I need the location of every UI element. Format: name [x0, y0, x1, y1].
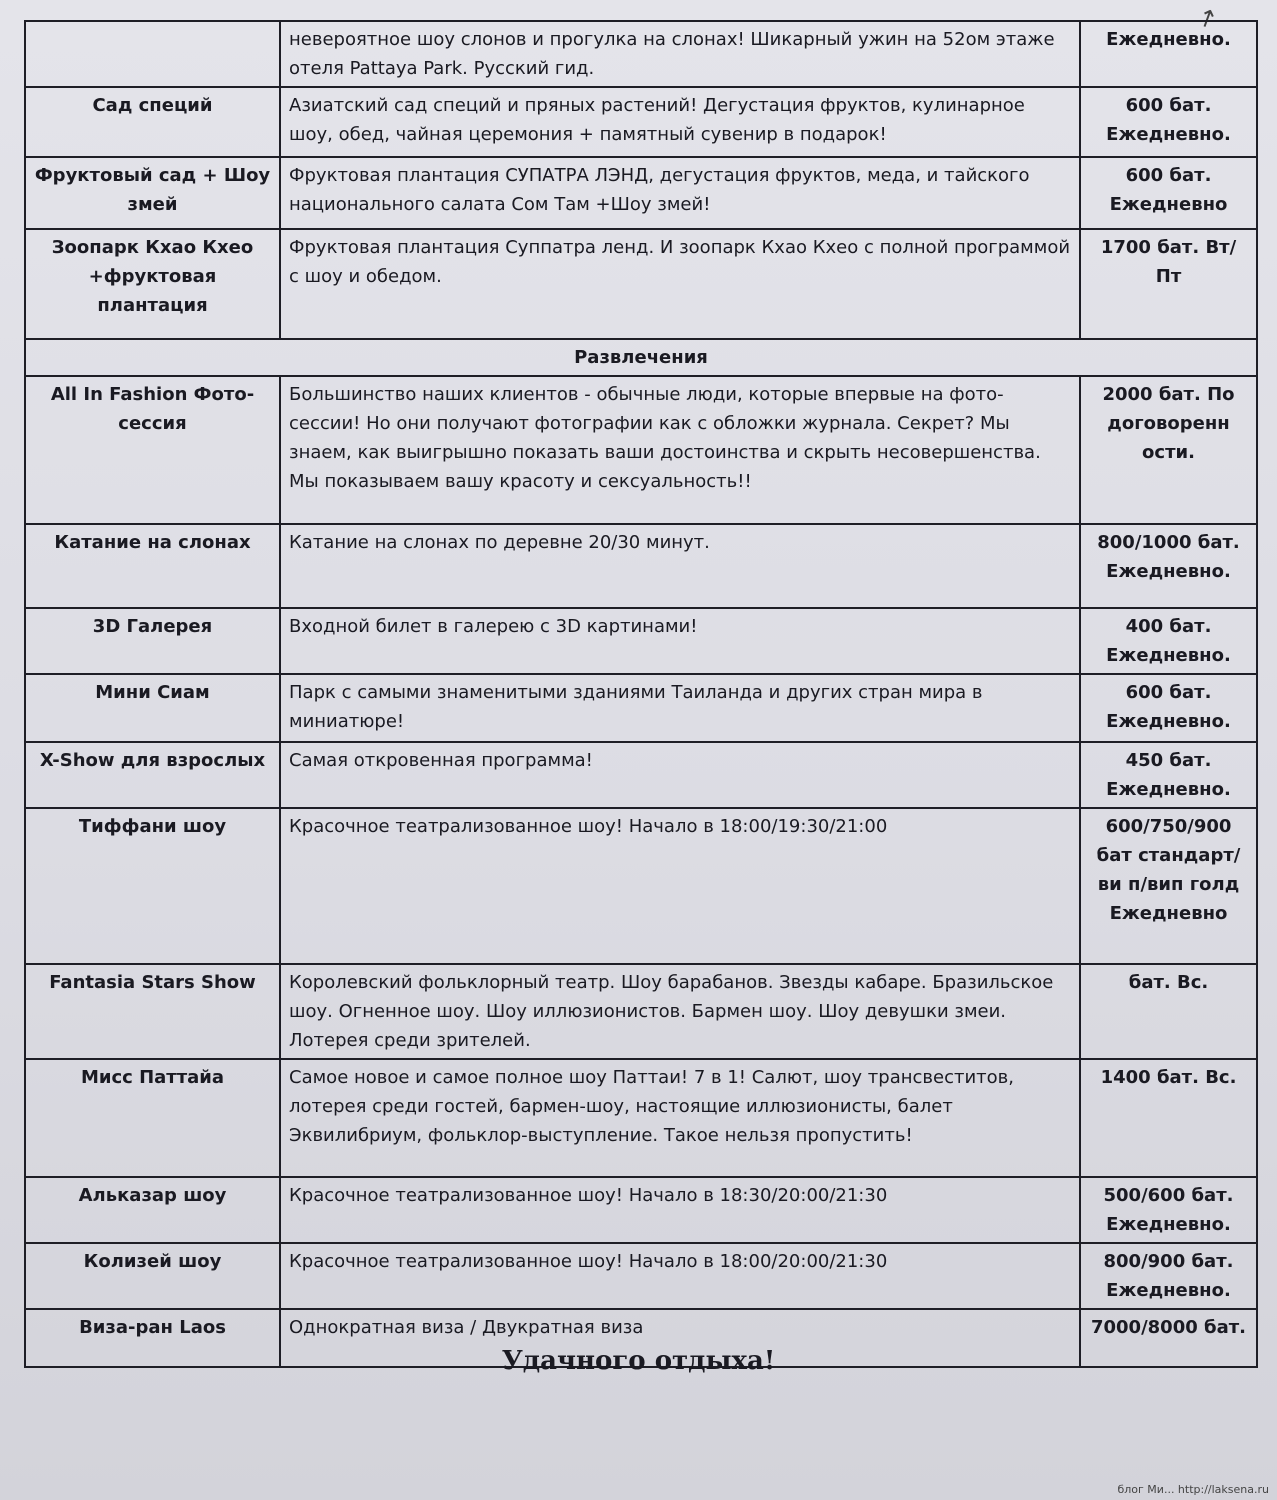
excursion-name: Зоопарк Кхао Кхео +фруктовая плантация: [25, 229, 280, 339]
section-title: Развлечения: [25, 339, 1257, 376]
excursion-description: Фруктовая плантация СУПАТРА ЛЭНД, дегустация фруктов, меда, и тайского национального салата Сом Там +Шоу змей!: [280, 157, 1080, 229]
table-row: [25, 157, 1257, 229]
excursion-price: 800/1000 бат. Ежедневно.: [1080, 524, 1257, 608]
excursion-name: All In Fashion Фото-сессия: [25, 376, 280, 524]
excursion-name: Виза-ран Laos: [25, 1309, 280, 1367]
excursion-description: невероятное шоу слонов и прогулка на слонах! Шикарный ужин на 52ом этаже отеля Pattaya Park. Русский гид.: [280, 21, 1080, 87]
excursion-price: 400 бат. Ежедневно.: [1080, 608, 1257, 674]
table-row: [25, 229, 1257, 339]
table-row: [25, 87, 1257, 157]
excursion-name: 3D Галерея: [25, 608, 280, 674]
excursion-description: Фруктовая плантация Суппатра ленд. И зоопарк Кхао Кхео с полной программой с шоу и обедом.: [280, 229, 1080, 339]
closing-message: Удачного отдыха!: [501, 1346, 776, 1376]
table-row: [25, 1059, 1257, 1177]
table-row: [25, 1243, 1257, 1309]
excursion-name: Тиффани шоу: [25, 808, 280, 964]
excursion-description: Азиатский сад специй и пряных растений! Дегустация фруктов, кулинарное шоу, обед, чайная церемония + памятный сувенир в подарок!: [280, 87, 1080, 157]
excursion-price-table: [24, 20, 1258, 1368]
excursion-description: Самая откровенная программа!: [280, 742, 1080, 808]
table-row: [25, 964, 1257, 1059]
blog-watermark: блог Mи... http://laksena.ru: [1117, 1483, 1269, 1496]
excursion-price: 600 бат. Ежедневно.: [1080, 87, 1257, 157]
section-row: [25, 339, 1257, 376]
table-row: [25, 742, 1257, 808]
excursion-description: Королевский фольклорный театр. Шоу барабанов. Звезды кабаре. Бразильское шоу. Огненное шоу. Шоу иллюзионистов. Бармен шоу. Шоу девушки змеи. Лотерея среди зрителей.: [280, 964, 1080, 1059]
excursion-name: Fantasia Stars Show: [25, 964, 280, 1059]
excursion-description: Катание на слонах по деревне 20/30 минут.: [280, 524, 1080, 608]
pen-mark: ↗: [1191, 1, 1222, 35]
excursion-name: Мисс Паттайа: [25, 1059, 280, 1177]
excursion-name: Катание на слонах: [25, 524, 280, 608]
excursion-description: Красочное театрализованное шоу! Начало в 18:00/19:30/21:00: [280, 808, 1080, 964]
excursion-description: Однократная виза / Двукратная виза: [280, 1309, 1080, 1367]
excursion-price: 2000 бат. По договоренн ости.: [1080, 376, 1257, 524]
excursion-name: Альказар шоу: [25, 1177, 280, 1243]
excursion-name: Сад специй: [25, 87, 280, 157]
excursion-price: бат. Вс.: [1080, 964, 1257, 1059]
table-row: [25, 21, 1257, 87]
excursion-price: 600 бат. Ежедневно: [1080, 157, 1257, 229]
excursion-price: 450 бат. Ежедневно.: [1080, 742, 1257, 808]
excursion-description: Большинство наших клиентов - обычные люди, которые впервые на фото-сессии! Но они получают фотографии как с обложки журнала. Секрет? Мы знаем, как выигрышно показать ваши достоинства и скрыть несовершенства. Мы показываем вашу красоту и сексуальность!!: [280, 376, 1080, 524]
excursion-description: Красочное театрализованное шоу! Начало в 18:30/20:00/21:30: [280, 1177, 1080, 1243]
table-row: [25, 808, 1257, 964]
excursion-name: Колизей шоу: [25, 1243, 280, 1309]
excursion-price: 1700 бат. Вт/Пт: [1080, 229, 1257, 339]
excursion-price: 7000/8000 бат.: [1080, 1309, 1257, 1367]
table-row: [25, 608, 1257, 674]
excursion-name: Фруктовый сад + Шоу змей: [25, 157, 280, 229]
excursion-price: 800/900 бат. Ежедневно.: [1080, 1243, 1257, 1309]
excursion-price: 600/750/900 бат стандарт/ви п/вип голд Ежедневно: [1080, 808, 1257, 964]
excursion-description: Самое новое и самое полное шоу Паттаи! 7 в 1! Салют, шоу трансвеститов, лотерея среди гостей, бармен-шоу, настоящие иллюзионисты, балет Эквилибриум, фольклор-выступление. Такое нельзя пропустить!: [280, 1059, 1080, 1177]
excursion-price: 1400 бат. Вс.: [1080, 1059, 1257, 1177]
table-row: [25, 376, 1257, 524]
excursion-description: Красочное театрализованное шоу! Начало в 18:00/20:00/21:30: [280, 1243, 1080, 1309]
table-row: [25, 524, 1257, 608]
excursion-description: Входной билет в галерею с 3D картинами!: [280, 608, 1080, 674]
excursion-name: X-Show для взрослых: [25, 742, 280, 808]
table-row: [25, 1177, 1257, 1243]
table-row: [25, 674, 1257, 742]
excursion-name: [25, 21, 280, 87]
excursion-price: 600 бат. Ежедневно.: [1080, 674, 1257, 742]
excursion-price: Ежедневно.: [1080, 21, 1257, 87]
excursion-name: Мини Сиам: [25, 674, 280, 742]
excursion-description: Парк с самыми знаменитыми зданиями Таиланда и других стран мира в миниатюре!: [280, 674, 1080, 742]
excursion-price: 500/600 бат. Ежедневно.: [1080, 1177, 1257, 1243]
